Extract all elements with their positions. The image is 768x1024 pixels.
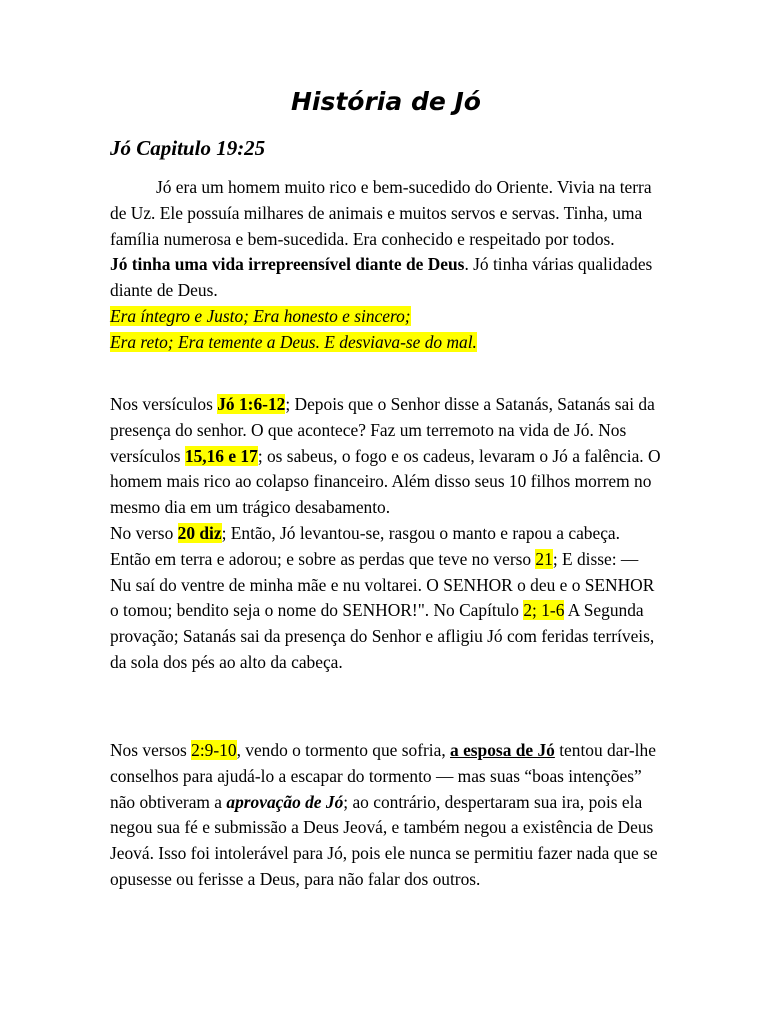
ref-verse-1: Jó 1:6-12 bbox=[217, 394, 286, 414]
intro-bold-statement: Jó tinha uma vida irrepreensível diante de Deus bbox=[110, 254, 465, 275]
document-subtitle: Jó Capitulo 19:25 bbox=[110, 136, 266, 160]
ref-verse-5: 2; 1-6 bbox=[523, 600, 565, 621]
wife-emphasis: a esposa de Jó bbox=[450, 740, 555, 760]
trials-text-4: No verso bbox=[110, 522, 178, 543]
trials-text-6: ; E disse: — Nu saí do ventre de minha mãe e nu voltarei. O SENHOR o deu e o SENHOR o tomou; bendito seja o nome do SENHOR!". No Capítulo bbox=[110, 548, 655, 621]
trials-text-2: ; Depois que o Senhor disse a Satanás, Satanás sai da presença do senhor. O que acontece? Faz um terremoto na vida de Jó. Nos versículos bbox=[110, 394, 655, 466]
highlight-qualities-1: Era íntegro e Justo; Era honesto e sincero; bbox=[110, 305, 411, 326]
trials-text-3: ; os sabeus, o fogo e os cadeus, levaram o Jó a falência. O homem mais rico ao colapso financeiro. Além disso seus 10 filhos morrem no mesmo dia em um trágico desabamento. bbox=[110, 445, 661, 518]
document-title: História de Jó bbox=[290, 87, 481, 116]
ref-verse-3: 20 diz bbox=[177, 522, 222, 543]
trials-text-7: A Segunda provação; Satanás sai da presença do Senhor e afligiu Jó com feridas terríveis, da sola dos pés ao alto da cabeça. bbox=[110, 600, 655, 672]
highlight-qualities-2: Era reto; Era temente a Deus. E desviava-se do mal. bbox=[110, 331, 477, 352]
paragraph-trials bbox=[110, 392, 662, 676]
ref-verse-6: 2:9-10 bbox=[191, 740, 237, 760]
approval-emphasis: aprovação de Jó bbox=[226, 791, 344, 812]
intro-qualities-text: . Jó tinha várias qualidades diante de Deus. bbox=[110, 254, 653, 301]
trials-text-1: Nos versículos bbox=[110, 394, 218, 414]
ref-verse-4: 21 bbox=[535, 548, 553, 569]
paragraph-intro bbox=[110, 175, 662, 356]
wife-text-3: tentou dar-lhe conselhos para ajudá-lo a escapar do tormento — mas suas “boas intenções” não obtiveram a bbox=[110, 740, 656, 812]
intro-text: Jó era um homem muito rico e bem-sucedido do Oriente. Vivia na terra de Uz. Ele possuía milhares de animais e muitos servos e servas. Tinha, uma família numerosa e bem-sucedida. Era conhecido e respeitado por todos. bbox=[110, 177, 652, 249]
ref-verse-2: 15,16 e 17 bbox=[184, 445, 258, 466]
wife-text-1: Nos versos bbox=[110, 740, 192, 760]
paragraph-wife bbox=[110, 738, 662, 893]
wife-text-2: , vendo o tormento que sofria, bbox=[236, 740, 451, 760]
trials-text-5: ; Então, Jó levantou-se, rasgou o manto e rapou a cabeça. Então em terra e adorou; e sobre as perdas que teve no verso bbox=[110, 522, 620, 569]
wife-text-4: ; ao contrário, despertaram sua ira, pois ela negou sua fé e submissão a Deus Jeová, e também negou a existência de Deus Jeová. Isso foi intolerável para Jó, pois ele nunca se permitiu fazer nada que se opusesse ou ferisse a Deus, para não falar dos outros. bbox=[110, 791, 658, 889]
